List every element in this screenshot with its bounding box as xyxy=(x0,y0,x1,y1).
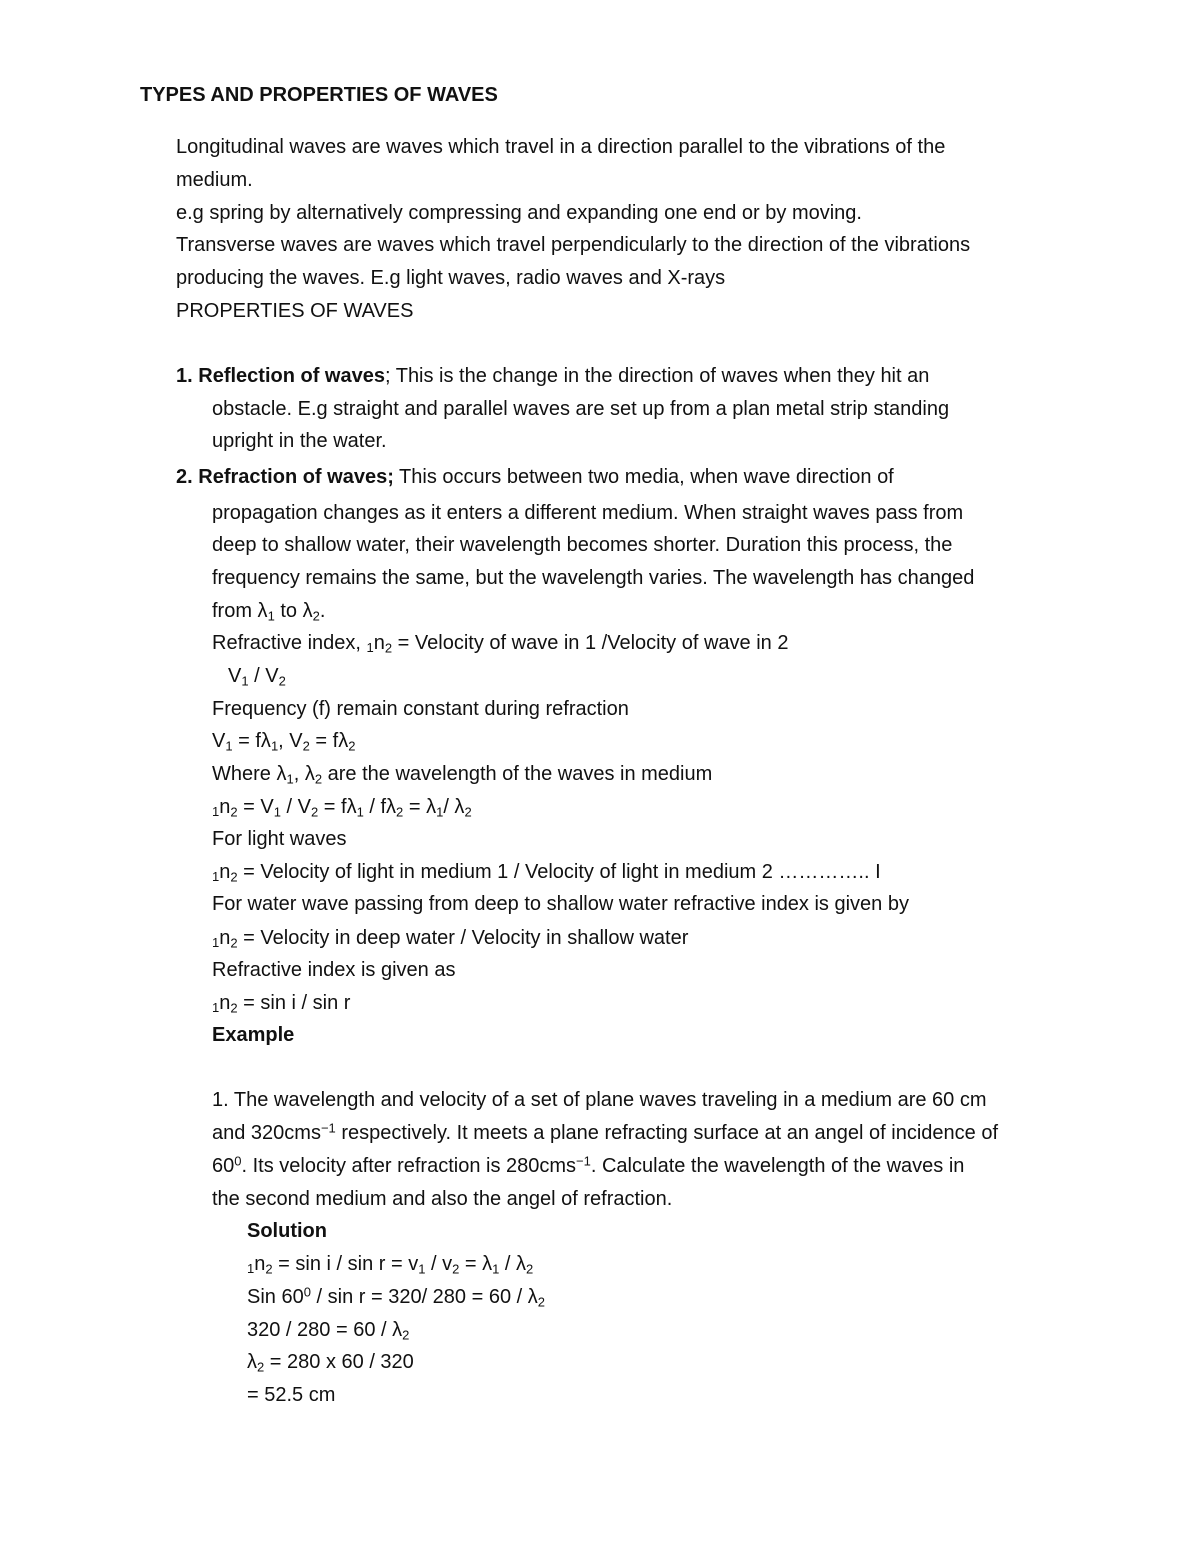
solution-heading: Solution xyxy=(247,1220,327,1242)
item-1-line-3: upright in the water. xyxy=(212,430,387,452)
solution-result: = 52.5 cm xyxy=(247,1384,336,1406)
item-2-line-1 xyxy=(176,464,894,490)
light-waves-equation: $1n_2$ = Velocity of light in medium 1 / Velocity of light in medium 2 ………….. I xyxy=(212,861,881,885)
intro-line-1: Longitudinal waves are waves which travel in a direction parallel to the vibrations of the xyxy=(176,136,946,158)
intro-line-5: producing the waves. E.g light waves, radio waves and X-rays xyxy=(176,267,726,289)
section-heading-properties: PROPERTIES OF WAVES xyxy=(176,300,414,322)
example-heading: Example xyxy=(212,1024,295,1046)
frequency-statement: Frequency (f) remain constant during refraction xyxy=(212,698,629,720)
item-2-text: This occurs between two media, when wave direction of xyxy=(393,466,894,488)
solution-step-2: Sin $60^0 / \sin r = 320/$ $280 = 60 / \lambda_2$ xyxy=(247,1284,545,1310)
light-waves-label: For light waves xyxy=(212,828,347,850)
problem-line-4: the second medium and also the angel of refraction. xyxy=(212,1188,673,1210)
solution-step-3: $320 / 280 = 60 / \lambda_2$ xyxy=(247,1319,410,1343)
item-1-term: Reflection of waves xyxy=(198,365,385,387)
refractive-index-definition: Refractive index, $1n_2$ = Velocity of wave in 1 /Velocity of wave in 2 xyxy=(212,632,789,656)
velocity-frequency-equation: $V_1 = f\lambda_1$, $V_2 = f\lambda_2$ xyxy=(212,730,356,754)
item-1-number: 1. xyxy=(176,365,193,387)
item-2-line-3: deep to shallow water, their wavelength becomes shorter. Duration this process, the xyxy=(212,534,953,556)
intro-line-2: medium. xyxy=(176,169,253,191)
problem-line-2: and 320cms$^{-1}$ respectively. It meets a plane refracting surface at an angel of incidence of xyxy=(212,1120,999,1144)
item-2-line-4: frequency remains the same, but the wavelength varies. The wavelength has changed xyxy=(212,567,975,589)
wavelength-definition: Where $\lambda_1$, $\lambda_2$ are the wavelength of the waves in medium xyxy=(212,763,713,787)
intro-line-4: Transverse waves are waves which travel perpendicularly to the direction of the vibrations xyxy=(176,234,971,256)
problem-line-1: 1. The wavelength and velocity of a set of plane waves traveling in a medium are 60 cm xyxy=(212,1089,987,1111)
velocity-ratio: $V_1 / V_2$ xyxy=(228,665,286,689)
item-2-line-2: propagation changes as it enters a different medium. When straight waves pass from xyxy=(212,502,964,524)
item-2-number: 2. xyxy=(176,466,193,488)
water-waves-label: For water wave passing from deep to shallow water refractive index is given by xyxy=(212,893,909,915)
item-2-term: Refraction of waves; xyxy=(198,466,394,488)
water-waves-equation: $1n_2$ = Velocity in deep water / Velocity in shallow water xyxy=(212,927,689,951)
snell-law-equation: $1n_2 = \sin i / \sin r$ xyxy=(212,992,351,1016)
page-title: TYPES AND PROPERTIES OF WAVES xyxy=(140,84,498,106)
item-1-line-2: obstacle. E.g straight and parallel waves are set up from a plan metal strip standing xyxy=(212,398,950,420)
refractive-index-given-label: Refractive index is given as xyxy=(212,959,456,981)
item-1-text: ; This is the change in the direction of waves when they hit an xyxy=(384,365,930,387)
refractive-index-equation: $1n_2 = V_1 / V_2 = f\lambda_1 / f\lambda_2 = \lambda_1/$ $\lambda_2$ xyxy=(212,796,472,820)
solution-step-1: $1n_2 = \sin i / \sin r = v_1 / v_2 = \lambda_1 / \lambda_2$ xyxy=(247,1253,534,1277)
item-2-line-5: from $\lambda_1$ to $\lambda_2$. xyxy=(212,600,326,624)
problem-line-3: $60^0$. Its velocity after refraction is 280cms$^{-1}$. Calculate the wavelength of the waves in xyxy=(212,1153,965,1177)
solution-step-4: $\lambda_2 = 280$ x 60 / 320 xyxy=(247,1351,414,1375)
intro-line-3: e.g spring by alternatively compressing and expanding one end or by moving. xyxy=(176,202,862,224)
item-1-line-1 xyxy=(176,363,929,389)
